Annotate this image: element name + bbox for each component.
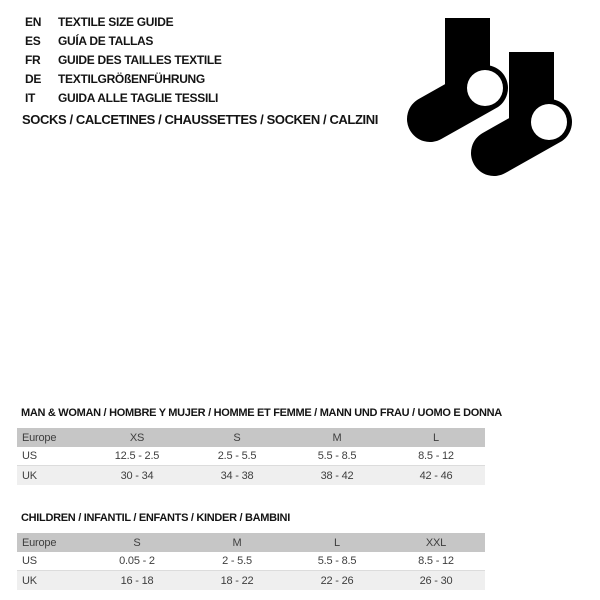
size-cell: 8.5 - 12 bbox=[418, 555, 454, 567]
row-label-cell: US bbox=[22, 450, 37, 462]
table-row-uk bbox=[17, 571, 485, 590]
language-row bbox=[25, 50, 222, 69]
size-cell: 5.5 - 8.5 bbox=[317, 450, 357, 462]
socks-icon bbox=[398, 3, 588, 188]
table-row-uk bbox=[17, 466, 485, 485]
language-row bbox=[25, 12, 222, 31]
header-cell-size: XS bbox=[129, 431, 145, 444]
size-cell: 0.05 - 2 bbox=[119, 555, 155, 567]
language-code: FR bbox=[25, 52, 41, 67]
language-label: GUIDE DES TAILLES TEXTILE bbox=[58, 52, 222, 67]
size-cell: 18 - 22 bbox=[220, 574, 254, 587]
language-label: TEXTILGRÖßENFÜHRUNG bbox=[58, 71, 205, 86]
row-label-cell: UK bbox=[22, 469, 37, 482]
table-header-row bbox=[17, 428, 485, 447]
header-cell-region: Europe bbox=[22, 431, 57, 444]
size-cell: 8.5 - 12 bbox=[418, 450, 454, 462]
header-cell-size: S bbox=[233, 431, 241, 444]
size-cell: 16 - 18 bbox=[120, 574, 154, 587]
language-code: DE bbox=[25, 71, 42, 86]
table-title: CHILDREN / INFANTIL / ENFANTS / KINDER / BAMBINI bbox=[21, 512, 290, 524]
language-code: EN bbox=[25, 14, 42, 29]
language-code: IT bbox=[25, 90, 36, 105]
size-cell: 34 - 38 bbox=[220, 469, 254, 482]
language-label: TEXTILE SIZE GUIDE bbox=[58, 14, 174, 29]
table-header-row bbox=[17, 533, 485, 552]
header-cell-size: S bbox=[133, 536, 141, 549]
row-label-cell: UK bbox=[22, 574, 37, 587]
size-table-adults bbox=[17, 406, 502, 485]
language-row bbox=[25, 69, 222, 88]
header-cell-size: M bbox=[332, 431, 342, 444]
header-cell-size: L bbox=[334, 536, 340, 549]
size-cell: 30 - 34 bbox=[120, 469, 154, 482]
category-heading: SOCKS / CALCETINES / CHAUSSETTES / SOCKEN / CALZINI bbox=[22, 112, 378, 127]
table-title: MAN & WOMAN / HOMBRE Y MUJER / HOMME ET FEMME / MANN UND FRAU / UOMO E DONNA bbox=[21, 407, 502, 419]
size-cell: 12.5 - 2.5 bbox=[114, 450, 160, 462]
table-row-us bbox=[17, 552, 485, 571]
sock-front bbox=[494, 52, 567, 153]
header-cell-region: Europe bbox=[22, 536, 57, 549]
row-label-cell: US bbox=[22, 555, 37, 567]
header-cell-size: M bbox=[232, 536, 242, 549]
language-label: GUÍA DE TALLAS bbox=[58, 33, 154, 48]
size-cell: 5.5 - 8.5 bbox=[317, 555, 357, 567]
language-code: ES bbox=[25, 33, 41, 48]
language-row bbox=[25, 88, 222, 107]
size-cell: 22 - 26 bbox=[320, 574, 354, 587]
size-cell: 2 - 5.5 bbox=[222, 555, 252, 567]
language-row bbox=[25, 31, 222, 50]
size-cell: 42 - 46 bbox=[419, 469, 453, 482]
sock-back bbox=[430, 18, 503, 119]
header-cell-size: L bbox=[433, 431, 439, 444]
size-cell: 26 - 30 bbox=[419, 574, 453, 587]
language-list bbox=[25, 12, 222, 107]
size-table-children bbox=[17, 511, 485, 590]
table-row-us bbox=[17, 447, 485, 466]
size-cell: 38 - 42 bbox=[320, 469, 354, 482]
header-cell-size: XXL bbox=[425, 536, 447, 549]
size-cell: 2.5 - 5.5 bbox=[217, 450, 257, 462]
language-label: GUIDA ALLE TAGLIE TESSILI bbox=[58, 90, 219, 105]
